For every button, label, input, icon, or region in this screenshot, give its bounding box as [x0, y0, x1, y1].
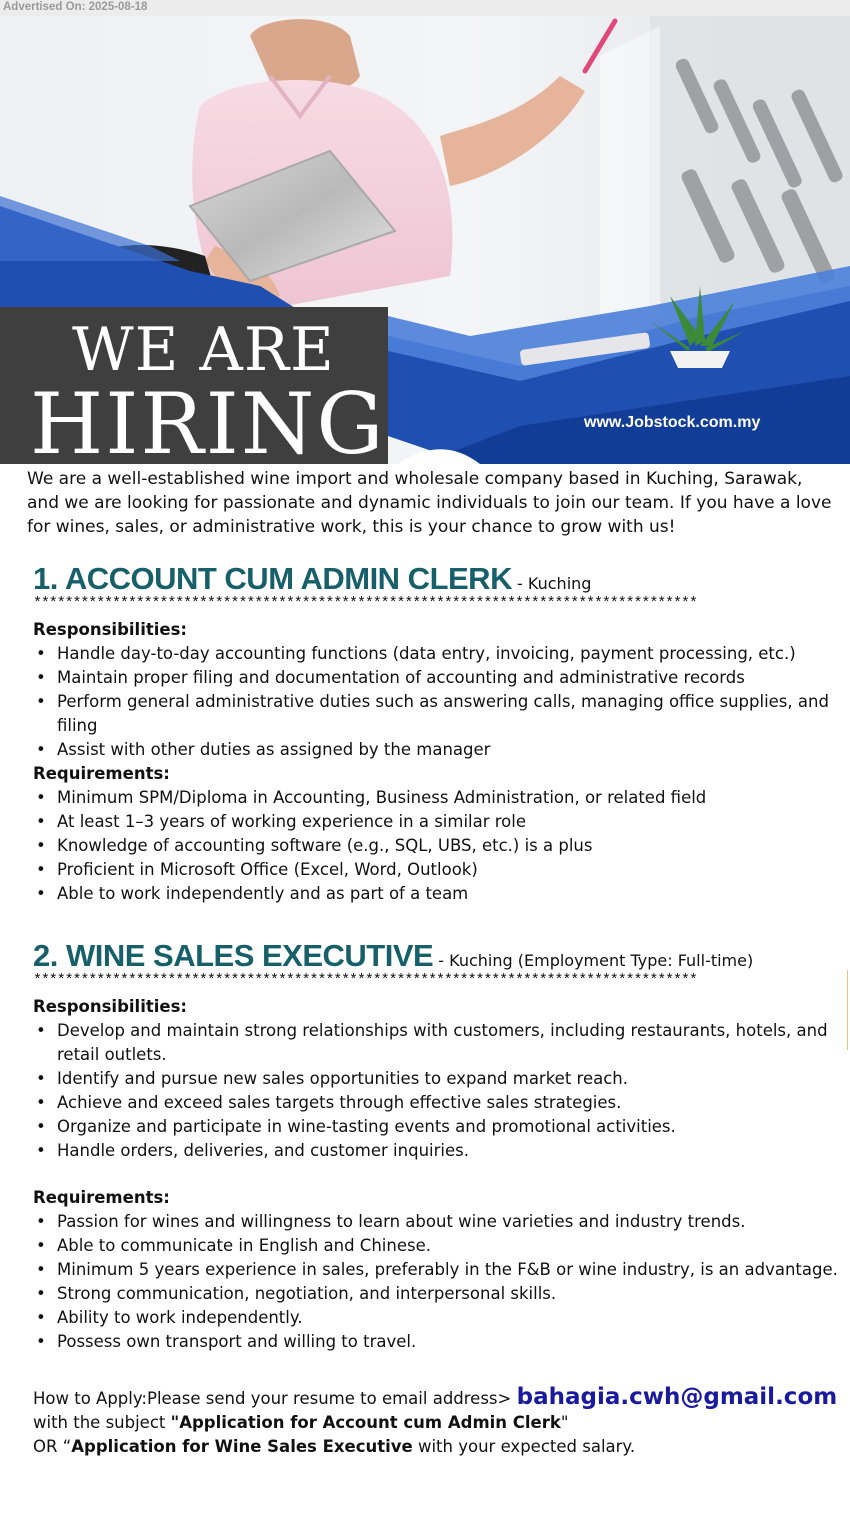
hero-banner	[0, 16, 850, 464]
job-2-resp-label: Responsibilities:	[33, 997, 188, 1016]
list-item: • Passion for wines and willingness to learn about wine varieties and industry trends.	[33, 1210, 848, 1234]
apply-subject-1: "Application for Account cum Admin Clerk	[170, 1413, 561, 1432]
list-item: • Achieve and exceed sales targets through effective sales strategies.	[33, 1091, 848, 1115]
list-item: • Able to work independently and as part of a team	[33, 882, 848, 906]
list-item: • Able to communicate in English and Chinese.	[33, 1234, 848, 1258]
list-item: • Identify and pursue new sales opportunities to expand market reach.	[33, 1067, 848, 1091]
hiring-line-1: WE ARE	[72, 315, 335, 385]
job-2-resp-list	[33, 1019, 848, 1163]
job-1-heading	[33, 561, 591, 597]
list-item: • Strong communication, negotiation, and interpersonal skills.	[33, 1282, 848, 1306]
company-intro: We are a well-established wine import and wholesale company based in Kuching, Sarawak, and we are looking for passionate and dynamic individuals to join our team. If you have a love for wines, sales, or administrative work, this is your chance to grow with us!	[27, 469, 832, 537]
apply-line-3	[33, 1435, 843, 1459]
hiring-line-2: HIRING	[30, 375, 386, 464]
job-2-req-list	[33, 1210, 848, 1354]
list-item: • Knowledge of accounting software (e.g., SQL, UBS, etc.) is a plus	[33, 834, 848, 858]
apply-lead: How to Apply:Please send your resume to email address>	[33, 1389, 517, 1408]
apply-subject-pre: with the subject	[33, 1413, 171, 1432]
apply-subject-2: Application for Wine Sales Executive	[71, 1437, 413, 1456]
list-item: • Proficient in Microsoft Office (Excel, Word, Outlook)	[33, 858, 848, 882]
apply-salary-note: with your expected salary.	[412, 1437, 636, 1456]
wine-bottles-background	[650, 16, 850, 316]
job-2-title: 2. WINE SALES EXECUTIVE	[33, 938, 434, 973]
list-item: • Ability to work independently.	[33, 1306, 848, 1330]
we-are-hiring-box	[0, 307, 388, 464]
job-2-req-label: Requirements:	[33, 1188, 170, 1207]
job-2-divider: ************************************************************************************	[33, 972, 697, 989]
job-2-location: - Kuching (Employment Type: Full-time)	[433, 951, 754, 970]
apply-line-1	[33, 1385, 843, 1411]
apply-subject-post: "	[560, 1413, 569, 1432]
list-item: • Organize and participate in wine-tasting events and promotional activities.	[33, 1115, 848, 1139]
job-2-heading	[33, 938, 753, 974]
website-link[interactable]: www.Jobstock.com.my	[584, 414, 761, 431]
list-item: • Maintain proper filing and documentation of accounting and administrative records	[33, 666, 848, 690]
apply-email-link[interactable]: bahagia.cwh@gmail.com	[516, 1384, 838, 1410]
list-item: • At least 1–3 years of working experience in a similar role	[33, 810, 848, 834]
list-item: • Develop and maintain strong relationships with customers, including restaurants, hotels, and retail outlets.	[33, 1019, 848, 1067]
job-1-divider: ************************************************************************************	[33, 595, 697, 612]
list-item: • Minimum SPM/Diploma in Accounting, Business Administration, or related field	[33, 786, 848, 810]
job-1-resp-label: Responsibilities:	[33, 620, 188, 639]
job-1-req-label: Requirements:	[33, 764, 170, 783]
job-1-resp-list	[33, 642, 848, 762]
job-1-location: - Kuching	[511, 574, 592, 593]
list-item: • Assist with other duties as assigned by the manager	[33, 738, 848, 762]
list-item: • Handle day-to-day accounting functions (data entry, invoicing, payment processing, etc.)	[33, 642, 848, 666]
job-1-req-list	[33, 786, 848, 906]
apply-or: OR “	[33, 1437, 72, 1456]
list-item: • Perform general administrative duties such as answering calls, managing office supplies, and filing	[33, 690, 848, 738]
job-1-title: 1. ACCOUNT CUM ADMIN CLERK	[33, 561, 512, 596]
list-item: • Possess own transport and willing to travel.	[33, 1330, 848, 1354]
apply-line-2	[33, 1411, 843, 1435]
list-item: • Handle orders, deliveries, and customer inquiries.	[33, 1139, 848, 1163]
how-to-apply	[33, 1385, 843, 1459]
list-item: • Minimum 5 years experience in sales, preferably in the F&B or wine industry, is an advantage.	[33, 1258, 848, 1282]
advertised-bar	[0, 0, 850, 16]
advertised-date: Advertised On: 2025-08-18	[3, 1, 148, 13]
